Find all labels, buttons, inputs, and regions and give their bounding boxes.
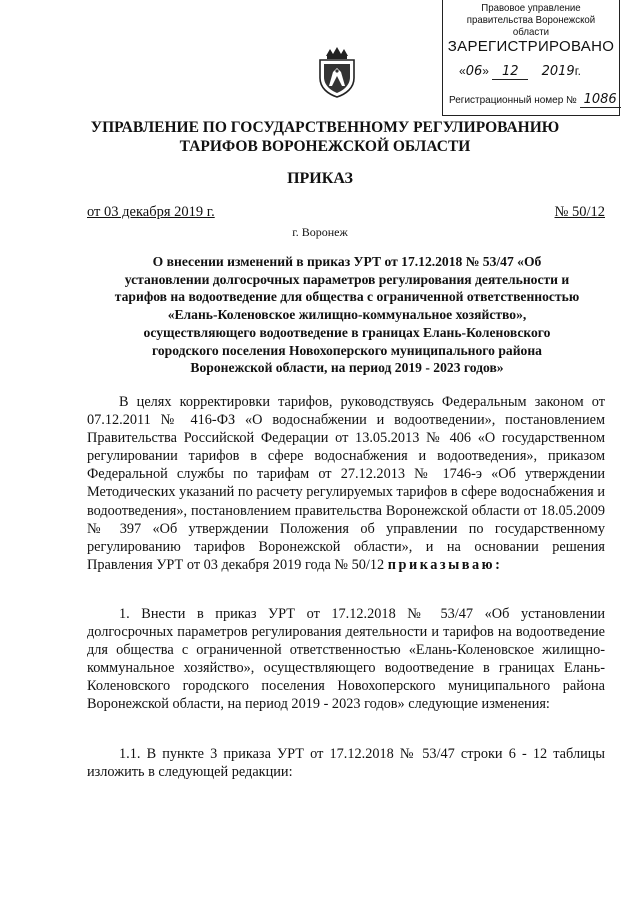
stamp-org: Правовое управление правительства Воронежской области	[466, 2, 596, 38]
agency-title-line2: ТАРИФОВ ВОРОНЕЖСКОЙ ОБЛАСТИ	[179, 138, 471, 155]
paragraph-item-1: 1. Внести в приказ УРТ от 17.12.2018 № 53/47 «Об установлении долгосрочных параметров регулирования деятельности и тарифов на водоотведение для общества с ограниченной ответственностью «Елань-Коленовское жилищно-коммунальное хозяйство», осуществляющего водоотведение в границах Елань-Коленовского городского поселения Новохоперского муниципального района Воронежской области, на период 2019 - 2023 годов» следующие изменения:	[87, 606, 605, 713]
order-city: г. Воронеж	[292, 225, 348, 239]
stamp-year-suffix: г.	[574, 64, 581, 78]
document-type: ПРИКАЗ	[287, 170, 353, 187]
order-date: от 03 декабря 2019 г.	[87, 204, 215, 220]
preamble-text: В целях корректировки тарифов, руководствуясь Федеральным законом от 07.12.2011 № 416-ФЗ «О водоснабжении и водоотведении», постановлением Правительства Российской Федерации от 13.05.2013 № 406 «О государственном регулировании тарифов в сфере водоснабжения и водоотведения», приказом Федеральной службы по тарифам от 27.12.2013 № 1746-э «Об утверждении Методических указаний по расчету регулируемых тарифов в сфере водоснабжения и водоотведения», постановлением правительства Воронежской области от 18.05.2009 № 397 «Об утверждении Положения об управлении по государственному регулированию тарифов Воронежской области», и на основании решения Правления УРТ от 03 декабря 2019 года № 50/12	[87, 394, 605, 573]
paragraph-preamble	[87, 393, 605, 574]
stamp-reg	[449, 92, 617, 107]
stamp-day: 06	[465, 64, 483, 79]
order-heading: О внесении изменений в приказ УРТ от 17.12.2018 № 53/47 «Об установлении долгосрочных параметров регулирования деятельности и тарифов на водоотведение для общества с ограниченной ответственностью «Елань-Коленовское жилищно-коммунальное хозяйство», осуществляющего водоотведение в границах Елань-Коленовского городского поселения Новохоперского муниципального района Воронежской области, на период 2019 - 2023 годов»	[114, 254, 580, 376]
stamp-registered: ЗАРЕГИСТРИРОВАНО	[447, 38, 615, 55]
preamble-emphasis: приказываю:	[387, 556, 503, 573]
stamp-year: 2019	[541, 64, 575, 79]
agency-title-line1: УПРАВЛЕНИЕ ПО ГОСУДАРСТВЕННОМУ РЕГУЛИРОВАНИЮ	[90, 119, 560, 136]
stamp-month: 12	[492, 64, 528, 80]
paragraph-item-1-1: 1.1. В пункте 3 приказа УРТ от 17.12.2018 № 53/47 строки 6 - 12 таблицы изложить в следующей редакции:	[87, 746, 605, 781]
registration-stamp	[442, 0, 620, 116]
coat-of-arms-icon	[316, 46, 358, 98]
stamp-reg-number: 1086	[580, 92, 621, 108]
stamp-date: «06» 12 2019г.	[459, 64, 581, 79]
stamp-reg-label: Регистрационный номер №	[449, 95, 577, 106]
order-number: № 50/12	[554, 204, 605, 220]
